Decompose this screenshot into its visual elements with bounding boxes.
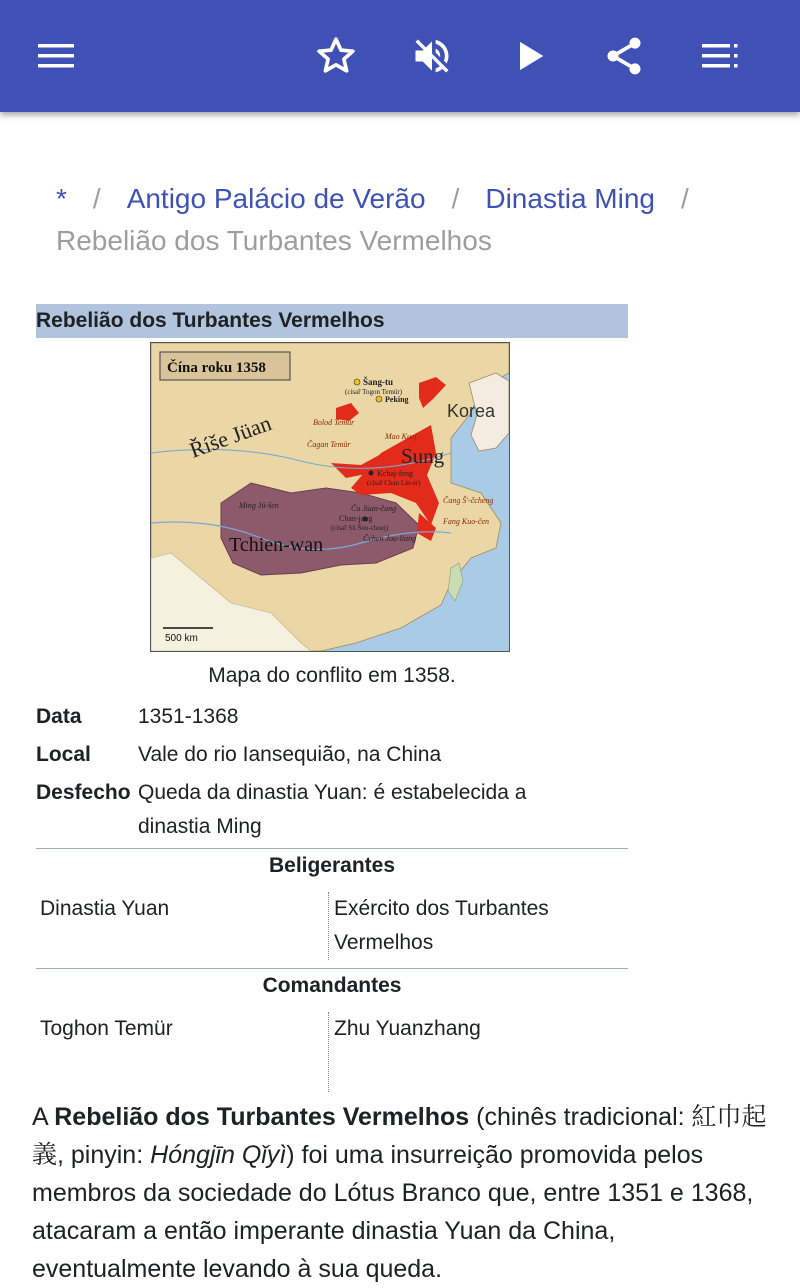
volume-off-icon: [410, 34, 454, 78]
map-caption: Mapa do conflito em 1358.: [208, 664, 456, 687]
paragraph-text: (chinês tradicional: 紅巾起義, pinyin:: [32, 1103, 767, 1169]
map-label-sangtu-note: (císař Togon Temür): [345, 388, 403, 396]
belligerent-right[interactable]: Exército dos Turbantes Vermelhos: [334, 897, 549, 954]
map-label-tchienwan: Tchien-wan: [229, 534, 324, 556]
map-legend: Čína roku 1358: [167, 360, 266, 376]
breadcrumb-home-link[interactable]: *: [56, 183, 67, 214]
divider: [36, 968, 628, 969]
paragraph-text: ) foi uma insurreição promovida pelos membros da sociedade do Lótus Branco que, entre 1351 e 1368, atacaram a então imperante dinastia Yuan da China, eventualmente levando à sua queda.: [32, 1141, 754, 1283]
map-label-minjusen: Ming Jü-šen: [239, 501, 279, 510]
map-label-yuan: Říše Jüan: [186, 410, 275, 463]
map-graphic: [151, 343, 509, 651]
map-label-chanjang-note: (císař Sü Šou-chuej): [331, 524, 389, 532]
breadcrumb-link-ming-dynasty[interactable]: Dinastia Ming: [485, 183, 655, 214]
field-value: 1351-1368: [138, 705, 239, 728]
section-heading-commanders: Comandantes: [262, 974, 402, 997]
app-toolbar: [0, 0, 800, 112]
commander-left[interactable]: Toghon Temür: [40, 1017, 173, 1040]
breadcrumb-separator: /: [92, 183, 101, 214]
map-label-sung: Sung: [401, 444, 445, 468]
belligerent-left[interactable]: Dinastia Yuan: [40, 897, 170, 920]
map-label-sangtu: Šang-tu: [363, 377, 394, 387]
map-scale: 500 km: [165, 633, 198, 644]
map-label-bolod: Bolod Temür: [313, 418, 355, 427]
bookmark-button[interactable]: [308, 28, 364, 84]
column-separator: [328, 892, 329, 960]
map-label-kchajfeng: Kchaj-feng: [377, 469, 413, 478]
menu-button[interactable]: [28, 28, 84, 84]
field-value: Queda da dinastia Yuan: é estabelecida a dinastia Ming: [138, 781, 527, 838]
divider: [36, 848, 628, 849]
article-paragraph: [32, 1098, 772, 1288]
map-label-peking: Peking: [385, 395, 409, 404]
share-icon: [602, 34, 646, 78]
contents-button[interactable]: [692, 28, 748, 84]
map-label-chanjang: Chan-jang: [339, 514, 373, 523]
mute-button[interactable]: [404, 28, 460, 84]
pinyin-italic: Hóngjīn Qǐyì: [150, 1141, 287, 1169]
commander-right[interactable]: Zhu Yuanzhang: [334, 1017, 481, 1040]
map-label-censhi: Čang Š'-čcheng: [443, 496, 494, 505]
map-label-kchajfeng-note: (císař Chan Lin-er): [367, 479, 421, 487]
field-label: Desfecho: [36, 781, 131, 804]
star-outline-icon: [314, 34, 358, 78]
breadcrumb-link-summer-palace[interactable]: Antigo Palácio de Verão: [126, 183, 426, 214]
map-label-cenjouliang: Čchen Jou-liang: [363, 534, 417, 543]
breadcrumb-separator: /: [451, 183, 460, 214]
field-value: Vale do rio Iansequião, na China: [138, 743, 442, 766]
map-label-cujuansang: Ču Jüan-čang: [351, 504, 397, 513]
infobox-title: Rebelião dos Turbantes Vermelhos: [36, 304, 628, 338]
share-button[interactable]: [596, 28, 652, 84]
map-label-fangkuo: Fang Kuo-čen: [443, 517, 489, 526]
map-label-cagan: Čagan Temür: [307, 440, 351, 449]
column-separator: [328, 1012, 329, 1092]
field-label: Data: [36, 705, 82, 728]
map-label-korea: Korea: [447, 401, 496, 421]
field-label: Local: [36, 743, 91, 766]
toc-list-icon: [700, 41, 740, 71]
breadcrumb-separator: /: [681, 183, 689, 214]
infobox: [36, 304, 628, 1040]
breadcrumb: [56, 178, 756, 262]
section-heading-belligerents: Beligerantes: [268, 854, 396, 877]
play-button[interactable]: [502, 28, 558, 84]
paragraph-text: A: [32, 1103, 55, 1131]
breadcrumb-current-page: Rebelião dos Turbantes Vermelhos: [56, 225, 492, 256]
map-label-maokuej: Mao Kuej: [385, 432, 417, 441]
conflict-map-image[interactable]: [150, 342, 510, 652]
article-subject-bold: Rebelião dos Turbantes Vermelhos: [54, 1103, 470, 1131]
play-icon: [510, 36, 550, 76]
menu-icon: [36, 41, 76, 71]
